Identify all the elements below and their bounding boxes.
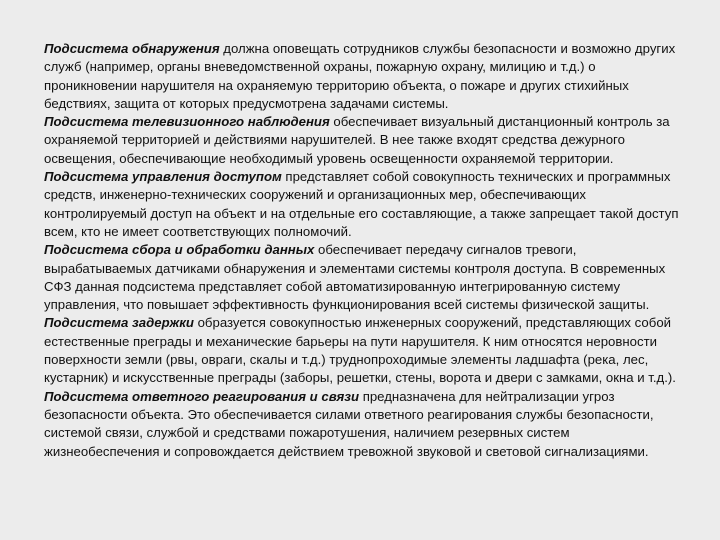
description-delay-subsystem: образуется совокупностью инженерных сооружений, представляющих собой естественные преграды и механические барьеры на пути нарушителя. К ним относятся неровности поверхности земли (рвы, овраги, скалы и т.д.) труднопроходимые элементы ладшафта (река, лес, кустарник) и искусственные преграды (заборы, решетки, стены, ворота и двери с замками, окна и т.д.). xyxy=(44,315,676,386)
paragraph-data-processing-subsystem xyxy=(44,241,684,314)
term-detection-subsystem: Подсистема обнаружения xyxy=(44,41,220,56)
description-detection-subsystem: должна оповещать сотрудников службы безопасности и возможно других служб (например, органы вневедомственной охраны, пожарную охрану, милицию и т.д.) о проникновении нарушителя на охраняемую территорию объекта, о пожаре и других стихийных бедствиях, защита от которых предусмотрена задачами системы. xyxy=(44,41,676,111)
description-response-subsystem: предназначена для нейтрализации угроз безопасности объекта. Это обеспечивается силами ответного реагирования службы безопасности, системой связи, службой и средствами пожаротушения, наличием резервных систем жизнеобеспечения и сопровождается действием тревожной звуковой и световой сигнализациями. xyxy=(44,388,654,459)
description-tv-surveillance-subsystem: обеспечивает визуальный дистанционный контроль за охраняемой территорией и действиями нарушителей. В нее также входят средства дежурного освещения, обеспечивающие необходимый уровень освещенности охраняемой территории. xyxy=(44,114,670,166)
description-data-processing-subsystem: обеспечивает передачу сигналов тревоги, вырабатываемых датчиками обнаружения и элементами системы контроля доступа. В современных СФЗ данная подсистема представляет собой автоматизированную интегрированную систему управления, что повышает эффективность функционирования всей системы физической защиты. xyxy=(44,242,666,313)
paragraph-response-subsystem xyxy=(44,388,684,461)
term-response-subsystem: Подсистема ответного реагирования и связи xyxy=(44,388,360,404)
text-block xyxy=(44,40,684,461)
paragraph-detection-subsystem xyxy=(44,40,684,113)
term-delay-subsystem: Подсистема задержки xyxy=(44,315,194,331)
term-tv-surveillance-subsystem: Подсистема телевизионного наблюдения xyxy=(44,114,330,130)
term-access-control-subsystem: Подсистема управления доступом xyxy=(44,169,282,185)
paragraph-delay-subsystem xyxy=(44,314,684,387)
paragraph-access-control-subsystem xyxy=(44,168,684,241)
paragraph-tv-surveillance-subsystem xyxy=(44,113,684,168)
description-access-control-subsystem: представляет собой совокупность технических и программных средств, инженерно-технических сооружений и организационных мер, обеспечивающих контролируемый доступ на объект и на отдельные его составляющие, а также запрещает такой доступ всем, кто не имеет соответствующих полномочий. xyxy=(44,169,679,239)
term-data-processing-subsystem: Подсистема сбора и обработки данных xyxy=(44,242,315,258)
